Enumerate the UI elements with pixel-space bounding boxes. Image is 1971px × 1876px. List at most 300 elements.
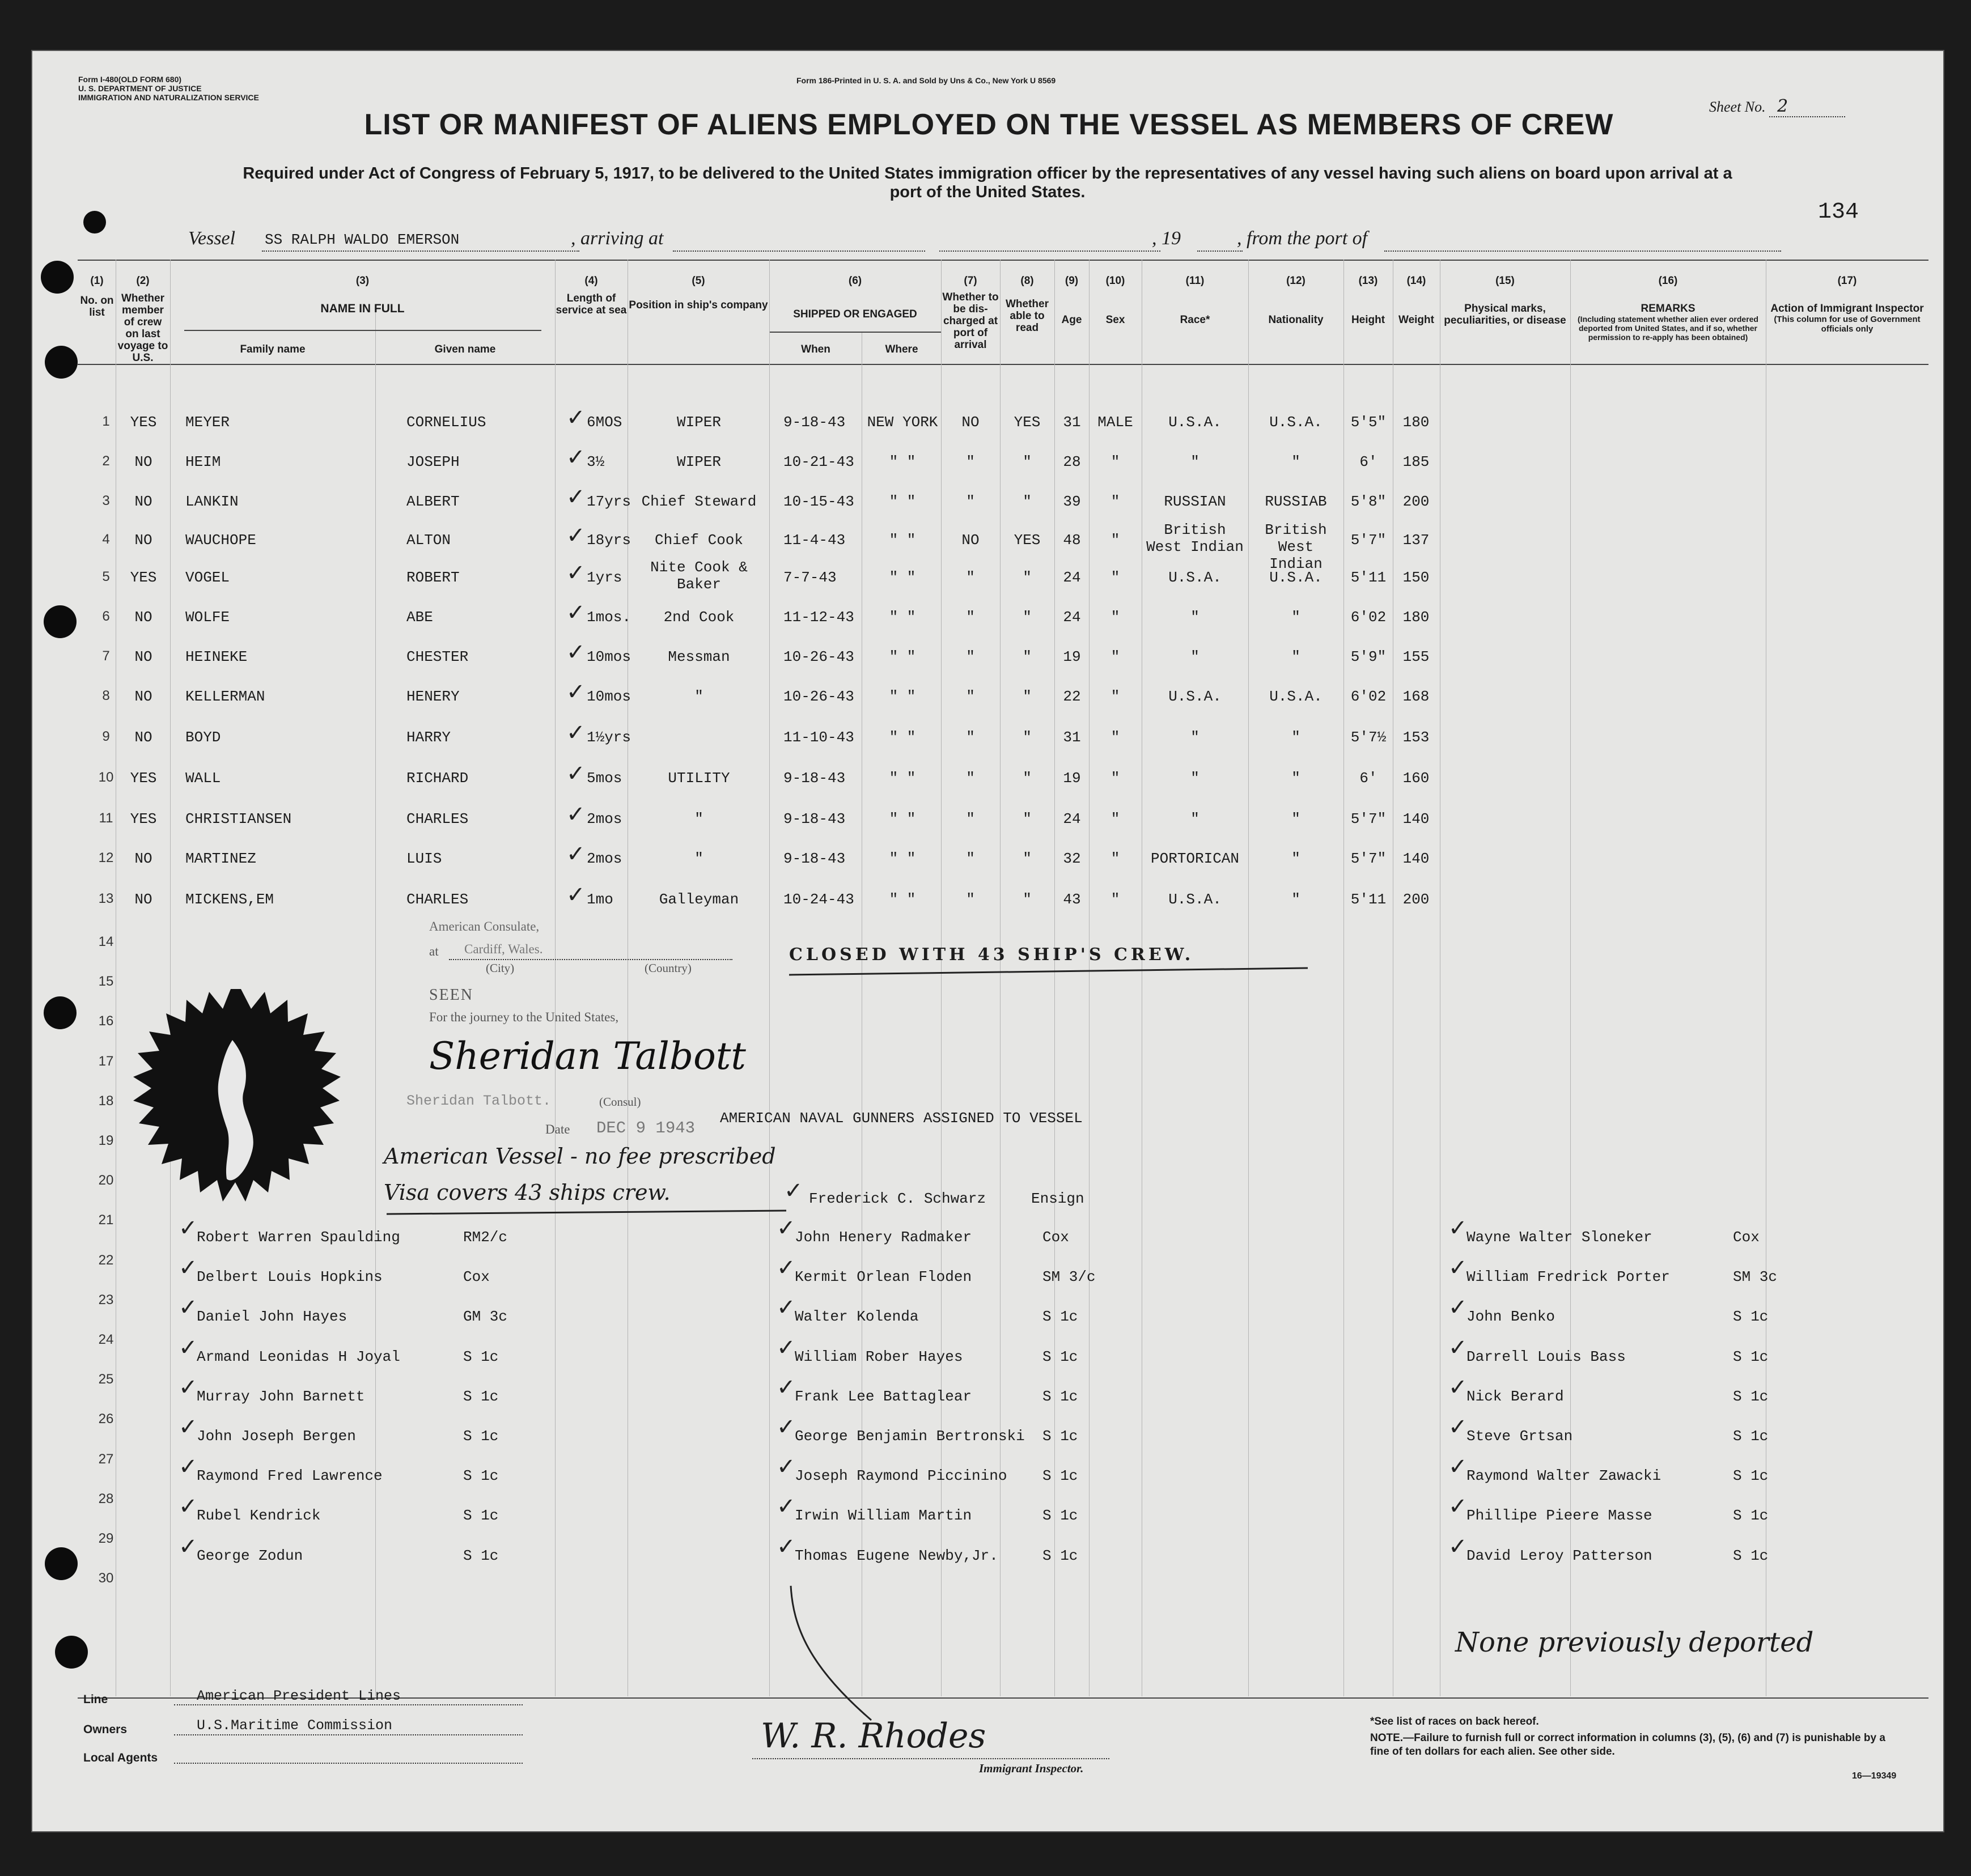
cell-family: WOLFE [185,609,230,626]
cell-position: " [694,688,703,705]
gunner-name: Walter Kolenda [795,1308,919,1326]
cell-read: " [1023,810,1032,827]
gunner-name: Delbert Louis Hopkins [197,1268,383,1286]
cell-position: Chief Cook [654,532,744,549]
cell-read: " [1023,453,1032,470]
line-label: Line [83,1693,108,1706]
cell-age: 24 [1063,569,1081,586]
gunner-rate: Cox [463,1268,490,1286]
check-mark-icon: ✓ [566,761,586,787]
cell-race: " [1190,609,1199,626]
check-mark-icon: ✓ [777,1414,796,1440]
gunner-name: Thomas Eugene Newby,Jr. [795,1547,998,1564]
gunner-name: Murray John Barnett [197,1387,365,1405]
gunner-rate: S 1c [1042,1467,1078,1485]
cell-discharged: " [966,648,975,665]
cell-prev: NO [134,850,152,867]
cell-no: 7 [102,648,110,664]
cell-service: 3½ [587,453,605,470]
cell-nationality: U.S.A. [1269,688,1323,705]
arriving-dots [673,251,925,252]
cell-read: " [1023,891,1032,908]
given-name-header: Given name [434,343,496,355]
gunner-name: George Zodun [197,1547,303,1564]
cell-sex: " [1110,810,1120,827]
family-name-header: Family name [240,343,306,355]
cell-service: 1yrs [587,569,622,586]
cell-given: RICHARD [406,770,469,787]
cell-prev: NO [134,891,152,908]
cell-prev: NO [134,453,152,470]
gunner-rate: RM2/c [463,1229,508,1246]
cell-race: PORTORICAN [1150,850,1240,867]
gunner-name: Phillipe Pieere Masse [1466,1507,1652,1525]
check-mark-icon: ✓ [1448,1454,1468,1480]
consul-signature: Sheridan Talbott [429,1034,746,1078]
check-mark-icon: ✓ [566,484,586,510]
col-header-16: (16) REMARKS (Including statement whether alien ever ordered deported from United States, and if so, whether permission to re-apply has been obtained) [1578,275,1758,342]
check-mark-icon: ✓ [566,405,586,431]
consulate-stamp: American Consulate, [429,919,540,933]
row-number: 29 [98,1531,114,1546]
cell-discharged: " [966,729,975,746]
agents-label: Local Agents [83,1751,158,1764]
name-rule [184,330,541,331]
cell-when: 9-18-43 [783,770,846,787]
col-header-17: (17) Action of Immigrant Inspector (This column for use of Government officials only [1770,275,1924,334]
gunner-rate: S 1c [1733,1387,1769,1405]
cell-race: British West Indian [1146,521,1244,555]
check-mark-icon: ✓ [1448,1493,1468,1520]
gunner-rate: S 1c [1042,1547,1078,1564]
cell-given: CHESTER [406,648,469,665]
table-row [32,599,1945,638]
cell-height: 6'02 [1350,688,1387,705]
gunner-name: George Benjamin Bertronski [795,1428,1025,1445]
cell-age: 28 [1063,453,1081,470]
cell-nationality: " [1291,648,1300,665]
cell-age: 39 [1063,493,1081,510]
cell-nationality: " [1291,891,1300,908]
check-mark-icon: ✓ [179,1334,198,1361]
country-label: (Country) [645,961,692,975]
sheet-number: Sheet No. 2 [1709,96,1845,117]
cell-sex: " [1110,569,1120,586]
gunner-rate: Cox [1733,1229,1760,1246]
cell-where: " " [889,493,916,510]
cell-when: 10-26-43 [783,648,854,665]
cell-weight: 185 [1402,453,1430,470]
cell-service: 6MOS [587,414,622,431]
check-mark-icon: ✓ [1448,1215,1468,1241]
cell-sex: " [1110,648,1120,665]
cell-prev: YES [130,810,157,827]
cell-race: " [1190,729,1199,746]
cell-age: 32 [1063,850,1081,867]
row-number: 16 [98,1013,114,1029]
cell-sex: " [1110,532,1120,549]
cell-height: 6' [1359,453,1377,470]
cell-when: 10-15-43 [783,493,854,510]
cell-no: 13 [98,891,114,906]
check-mark-icon: ✓ [777,1374,796,1400]
check-mark-icon: ✓ [1448,1414,1468,1440]
table-row [32,840,1945,880]
consulate-dots [449,959,732,960]
gunner-top: ✓ Frederick C. Schwarz [784,1178,986,1207]
gunner-rate: SM 3/c [1042,1268,1096,1286]
cell-service: 2mos [587,850,622,867]
gunners-heading: AMERICAN NAVAL GUNNERS ASSIGNED TO VESSEL [720,1110,1083,1127]
pen-stroke [786,1581,900,1729]
cell-prev: NO [134,729,152,746]
cell-position: Galleyman [659,891,739,908]
gunner-name: John Benko [1466,1308,1555,1326]
check-mark-icon: ✓ [566,720,586,746]
cell-when: 11-4-43 [783,532,846,549]
cell-race: U.S.A. [1168,891,1222,908]
col-header-1: (1) No. on list [80,275,114,319]
cell-height: 5'7½ [1350,729,1387,746]
inspector-dots [752,1758,1109,1759]
cell-where: " " [889,729,916,746]
cell-nationality: " [1291,609,1300,626]
agents-dots [174,1763,523,1764]
cell-no: 4 [102,532,110,547]
col-header-8: (8) Whether able to read [1006,275,1049,334]
cell-family: LANKIN [185,493,239,510]
cell-sex: " [1110,609,1120,626]
cell-discharged: " [966,609,975,626]
cell-race: " [1190,770,1199,787]
check-mark-icon: ✓ [1448,1334,1468,1361]
cell-no: 8 [102,688,110,703]
cell-where: " " [889,891,916,908]
cell-when: 11-12-43 [783,609,854,626]
cell-discharged: " [966,493,975,510]
cell-where: " " [889,850,916,867]
cell-no: 2 [102,453,110,469]
cell-height: 5'8" [1350,493,1387,510]
cell-height: 5'7" [1350,850,1387,867]
cell-when: 11-10-43 [783,729,854,746]
cell-when: 9-18-43 [783,850,846,867]
cell-position: 2nd Cook [663,609,735,626]
cell-sex: " [1110,729,1120,746]
cell-no: 5 [102,569,110,584]
shipped-rule [770,332,941,333]
cell-prev: NO [134,609,152,626]
cell-no: 11 [99,810,113,826]
inspector-label: Immigrant Inspector. [979,1762,1084,1775]
cell-position: WIPER [676,414,721,431]
cell-weight: 155 [1402,648,1430,665]
gunner-name: William Fredrick Porter [1466,1268,1670,1286]
cell-nationality: " [1291,729,1300,746]
line-dots [174,1704,523,1705]
check-mark-icon: ✓ [566,679,586,705]
gunner-name: Daniel John Hayes [197,1308,347,1326]
consulate-at: at [429,944,439,958]
row-number: 27 [98,1451,114,1467]
cell-discharged: " [966,453,975,470]
cell-family: BOYD [185,729,221,746]
gunner-name: Frank Lee Battaglear [795,1387,972,1405]
gunner-rate: S 1c [1042,1348,1078,1365]
gunner-rate: S 1c [1042,1387,1078,1405]
cell-age: 48 [1063,532,1081,549]
row-number: 18 [98,1093,114,1109]
cell-no: 10 [98,770,114,785]
stamp-number: 134 [1818,200,1859,225]
gunner-rate: S 1c [1042,1428,1078,1445]
cell-position: Chief Steward [641,493,757,510]
cell-service: 5mos [587,770,622,787]
row-number: 28 [98,1491,114,1506]
check-mark-icon: ✓ [179,1215,198,1241]
printer-line: Form 186-Printed in U. S. A. and Sold by Uns & Co., New York U 8569 [796,76,1056,85]
cell-weight: 153 [1402,729,1430,746]
cell-read: YES [1014,414,1041,431]
cell-where: " " [889,810,916,827]
check-mark-icon: ✓ [179,1493,198,1520]
check-mark-icon: ✓ [1448,1255,1468,1281]
cell-when: 10-24-43 [783,891,854,908]
owners-dots [174,1734,523,1735]
cell-family: WALL [185,770,221,787]
cell-age: 19 [1063,770,1081,787]
cell-nationality: " [1291,453,1300,470]
row-number: 25 [98,1372,114,1387]
cell-height: 5'7" [1350,532,1387,549]
note-underline [384,1207,792,1219]
year-label: , 19 [1152,228,1181,249]
gunner-rate: S 1c [463,1467,499,1485]
cell-sex: " [1110,453,1120,470]
gunner-rate: Cox [1042,1229,1069,1246]
cell-where: " " [889,453,916,470]
cell-weight: 200 [1402,493,1430,510]
cell-race: " [1190,810,1199,827]
cell-age: 22 [1063,688,1081,705]
gunner-name: Irwin William Martin [795,1507,972,1525]
cell-no: 1 [102,414,110,429]
cell-service: 17yrs [587,493,631,510]
cell-family: HEIM [185,453,221,470]
cell-height: 6'02 [1350,609,1387,626]
consulate-place: Cardiff, Wales. [464,942,543,956]
gunner-name: David Leroy Patterson [1466,1547,1652,1564]
gunner-name: William Rober Hayes [795,1348,963,1365]
cell-height: 5'11 [1350,569,1387,586]
row-number: 24 [98,1332,114,1347]
closed-note: CLOSED WITH 43 SHIP'S CREW. [789,945,1194,965]
cell-when: 10-21-43 [783,453,854,470]
check-mark-icon: ✓ [1448,1374,1468,1400]
check-mark-icon: ✓ [777,1294,796,1321]
cell-weight: 140 [1402,850,1430,867]
col-header-6: (6) SHIPPED OR ENGAGED [793,275,917,320]
gunner-rate: SM 3c [1733,1268,1778,1286]
gunner-name: Kermit Orlean Floden [795,1268,972,1286]
cell-weight: 140 [1402,810,1430,827]
punch-hole [45,346,78,379]
table-row [32,881,1945,920]
cell-prev: YES [130,770,157,787]
cell-age: 24 [1063,609,1081,626]
cell-given: ABE [406,609,433,626]
check-mark-icon: ✓ [566,801,586,827]
cell-prev: NO [134,493,152,510]
cell-when: 7-7-43 [783,569,837,586]
cell-where: " " [889,569,916,586]
cell-where: " " [889,688,916,705]
cell-read: " [1023,850,1032,867]
gunner-name: John Henery Radmaker [795,1229,972,1246]
cell-height: 5'11 [1350,891,1387,908]
cell-position: Messman [668,648,730,665]
gunner-name: Darrell Louis Bass [1466,1348,1626,1365]
consul-label: (Consul) [599,1095,641,1109]
col-header-3: (3) NAME IN FULL [320,275,405,315]
gunner-rate: S 1c [463,1348,499,1365]
cell-family: VOGEL [185,569,230,586]
cell-no: 3 [102,493,110,508]
cell-sex: " [1110,770,1120,787]
cell-given: LUIS [406,850,442,867]
gunner-rate: S 1c [1733,1308,1769,1326]
gunner-name: Rubel Kendrick [197,1507,321,1525]
check-mark-icon: ✓ [566,639,586,665]
cell-no: 6 [102,609,110,624]
cell-prev: YES [130,414,157,431]
cell-weight: 150 [1402,569,1430,586]
cell-given: ROBERT [406,569,460,586]
vessel-line: Vessel [188,228,236,249]
row-number: 20 [98,1173,114,1189]
check-mark-icon: ✓ [566,841,586,867]
cell-discharged: " [966,850,975,867]
check-mark-icon: ✓ [179,1533,198,1560]
cell-height: 5'9" [1350,648,1387,665]
cell-given: JOSEPH [406,453,460,470]
owners-value: U.S.Maritime Commission [197,1717,393,1734]
row-number: 23 [98,1292,114,1308]
gunner-rate: S 1c [463,1387,499,1405]
year-dots [1197,251,1243,252]
cell-given: CORNELIUS [406,414,486,431]
cell-height: 5'7" [1350,810,1387,827]
note-fee: American Vessel - no fee prescribed [384,1144,776,1169]
manifest-sheet [31,50,1944,1832]
row-number: 26 [98,1411,114,1427]
row-number: 30 [98,1571,114,1586]
cell-service: 1mos. [587,609,631,626]
table-row [32,800,1945,840]
table-row [32,759,1945,799]
cell-position: " [694,850,703,867]
check-mark-icon: ✓ [179,1414,198,1440]
cell-position: " [694,810,703,827]
from-port-label: , from the port of [1237,228,1368,249]
cell-discharged: " [966,891,975,908]
cell-age: 43 [1063,891,1081,908]
cell-family: MICKENS,EM [185,891,274,908]
table-row [32,678,1945,718]
cell-discharged: " [966,688,975,705]
cell-given: HENERY [406,688,460,705]
table-row [32,483,1945,523]
port-dots [1384,251,1781,252]
gunner-name: Armand Leonidas H Joyal [197,1348,400,1365]
cell-prev: NO [134,648,152,665]
row-number: 17 [98,1053,114,1069]
col-header-4: (4) Length of service at sea [556,275,627,316]
col-header-2: (2) Whether member of crew on last voyage to U.S. [117,275,168,364]
check-mark-icon: ✓ [566,600,586,626]
cell-discharged: " [966,810,975,827]
cell-where: " " [889,770,916,787]
cell-service: 2mos [587,810,622,827]
check-mark-icon: ✓ [566,444,586,470]
check-mark-icon: ✓ [179,1294,198,1321]
form-id: Form I-480(OLD FORM 680) U. S. DEPARTMENT OF JUSTICE IMMIGRATION AND NATURALIZATION SERVICE [78,75,259,102]
check-mark-icon: ✓ [179,1255,198,1281]
cell-nationality: U.S.A. [1269,569,1323,586]
page-title: LIST OR MANIFEST OF ALIENS EMPLOYED ON THE VESSEL AS MEMBERS OF CREW [364,108,1614,141]
cell-nationality: " [1291,850,1300,867]
check-mark-icon: ✓ [777,1255,796,1281]
check-mark-icon: ✓ [566,882,586,908]
cell-discharged: " [966,770,975,787]
check-mark-icon: ✓ [777,1454,796,1480]
cell-age: 31 [1063,414,1081,431]
row-number: 15 [98,974,114,990]
cell-discharged: " [966,569,975,586]
row-number: 14 [98,934,114,949]
punch-hole [41,261,74,294]
cell-given: CHARLES [406,810,469,827]
closed-underline [786,965,1313,982]
cell-sex: " [1110,688,1120,705]
cell-read: " [1023,569,1032,586]
cell-service: 10mos [587,648,631,665]
check-mark-icon: ✓ [1448,1294,1468,1321]
gunner-rate: S 1c [463,1547,499,1564]
check-mark-icon: ✓ [566,523,586,549]
gunner-name: Raymond Fred Lawrence [197,1467,383,1485]
inspector-signature: W. R. Rhodes [761,1716,986,1756]
consulate-date: DEC 9 1943 [596,1119,696,1138]
gunner-name: John Joseph Bergen [197,1428,356,1445]
date-dots [939,251,1160,252]
cell-read: YES [1014,532,1041,549]
cell-weight: 180 [1402,609,1430,626]
cell-race: " [1190,453,1199,470]
cell-sex: MALE [1097,414,1133,431]
where-header: Where [885,343,918,355]
cell-nationality: U.S.A. [1269,414,1323,431]
owners-label: Owners [83,1723,128,1736]
cell-where: " " [889,648,916,665]
cell-prev: NO [134,688,152,705]
cell-weight: 200 [1402,891,1430,908]
cell-height: 5'5" [1350,414,1387,431]
cell-service: 10mos [587,688,631,705]
check-mark-icon: ✓ [777,1334,796,1361]
gunner-rate: S 1c [1733,1348,1769,1365]
gunner-name: Steve Grtsan [1466,1428,1573,1445]
